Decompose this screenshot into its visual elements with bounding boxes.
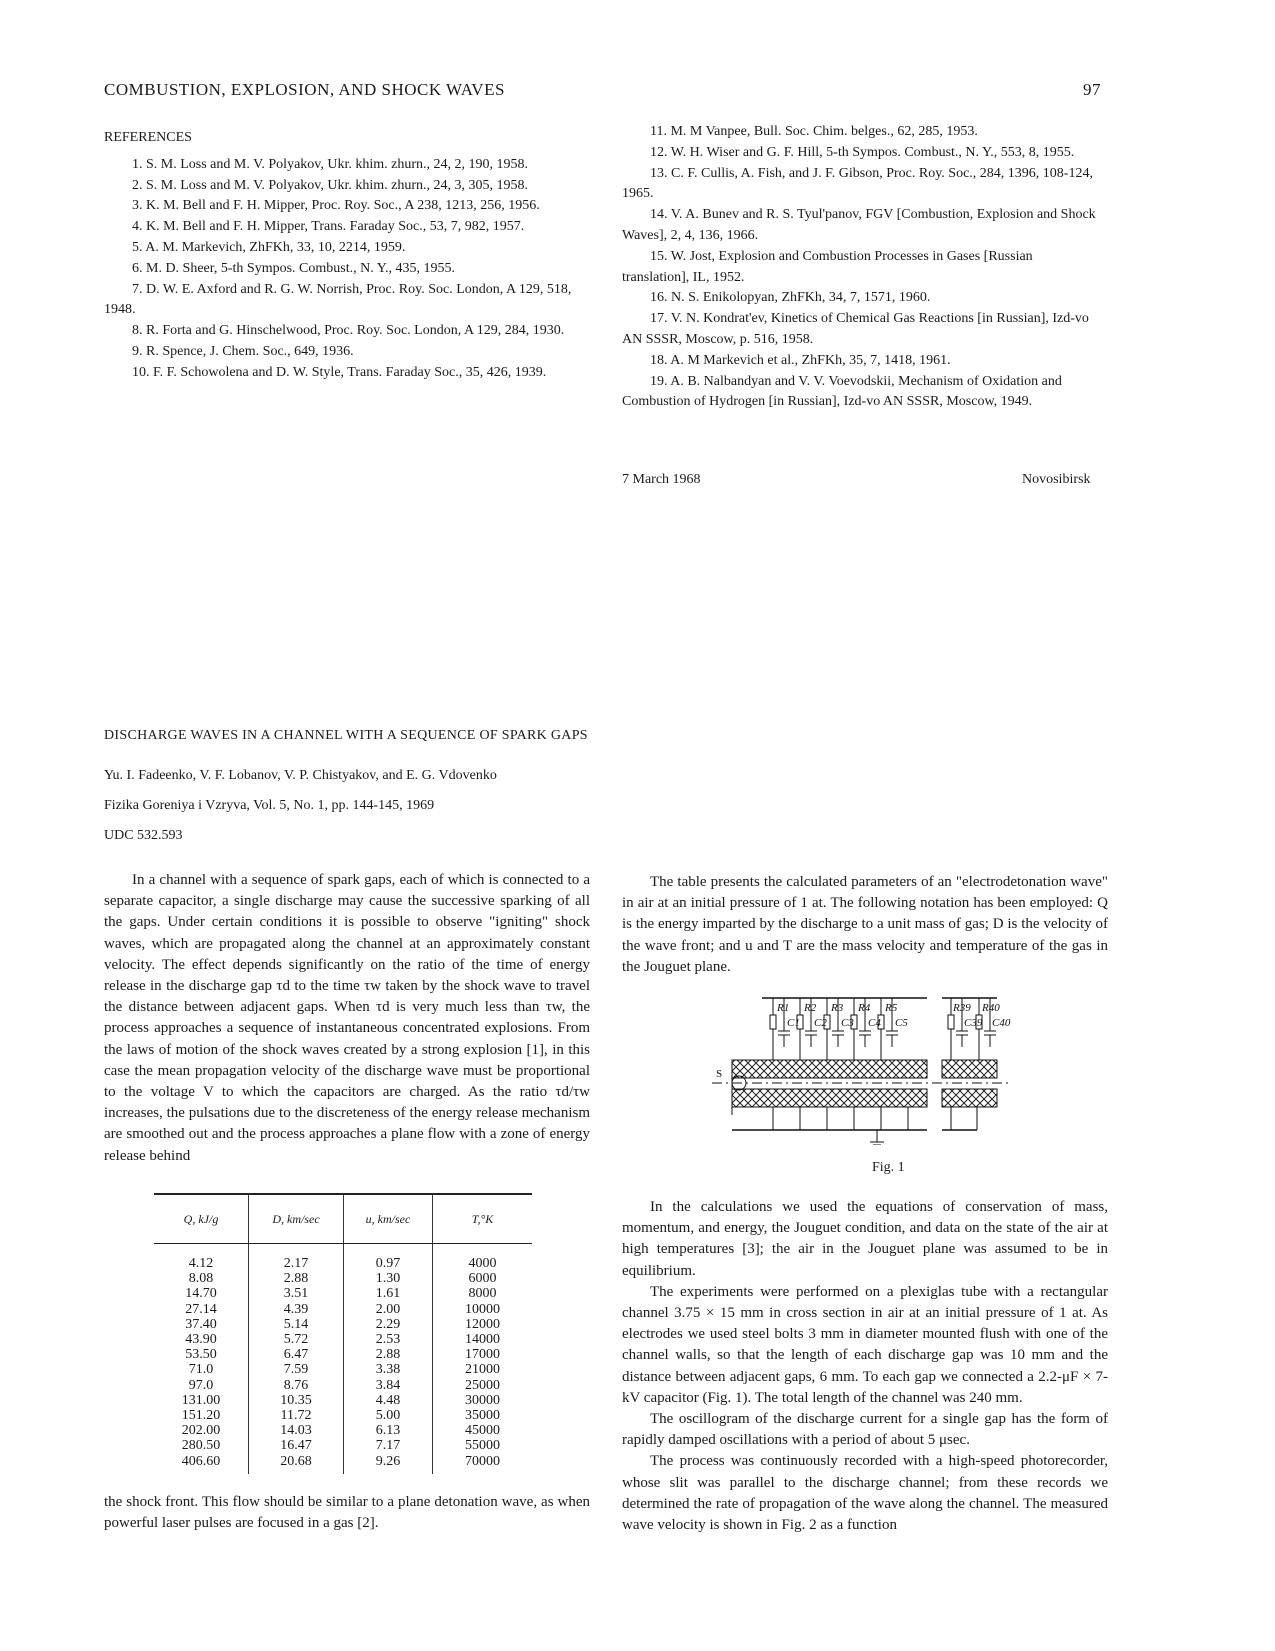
- body-left-bottom: [104, 1492, 590, 1534]
- body-right-bottom: [622, 1197, 1108, 1536]
- table-cell: 14.70: [185, 1286, 217, 1302]
- journal-title: COMBUSTION, EXPLOSION, AND SHOCK WAVES: [104, 80, 505, 99]
- fig-label: R2: [804, 1002, 817, 1014]
- table-column-q: [154, 1244, 249, 1474]
- table-cell: 6.47: [283, 1347, 309, 1363]
- table-cell: 16.47: [280, 1438, 312, 1454]
- table-cell: 4.48: [375, 1392, 401, 1408]
- table-cell: 2.53: [375, 1332, 401, 1348]
- table-header: Q, kJ/g: [154, 1194, 249, 1244]
- table-cell: 17000: [465, 1347, 500, 1363]
- circuit-diagram: [712, 995, 1022, 1145]
- data-table: [154, 1193, 532, 1483]
- table-cell: 2.88: [283, 1271, 309, 1287]
- table-cell: 14.03: [280, 1423, 312, 1439]
- table-column-u: [344, 1244, 433, 1474]
- table-cell: 2.88: [375, 1347, 401, 1363]
- table-cell: 12000: [465, 1316, 500, 1332]
- table-header: D, km/sec: [249, 1194, 344, 1244]
- reference-item: 10. F. F. Schowolena and D. W. Style, Trans. Faraday Soc., 35, 426, 1939.: [132, 364, 547, 380]
- fig-label: C5: [895, 1017, 908, 1029]
- table-cell: 131.00: [181, 1392, 221, 1408]
- reference-item: 13. C. F. Cullis, A. Fish, and J. F. Gibson, Proc. Roy. Soc., 284, 1396, 108-124, 1965.: [622, 165, 1093, 202]
- fig-label: R40: [982, 1002, 1000, 1014]
- reference-item: 2. S. M. Loss and M. V. Polyakov, Ukr. khim. zhurn., 24, 3, 305, 1958.: [132, 177, 529, 193]
- reference-item: 18. A. M Markevich et al., ZhFKh, 35, 7, 1418, 1961.: [650, 352, 951, 368]
- table-cell: 1.30: [375, 1271, 401, 1287]
- table-cell: 8.76: [283, 1377, 309, 1393]
- table-cell: 7.59: [283, 1362, 309, 1378]
- table-cell: 3.84: [375, 1377, 401, 1393]
- paragraph: The process was continuously recorded with a high-speed photorecorder, whose slit was parallel to the discharge channel; from these records we determined the rate of propagation of the wave along the channel. The measured wave velocity is shown in Fig. 2 as a function: [622, 1453, 1108, 1534]
- sign-place: Novosibirsk: [1022, 472, 1091, 487]
- paragraph: The table presents the calculated parameters of an "electrodetonation wave" in air at an initial pressure of 1 at. The following notation has been employed: Q is the energy imparted by the discharge to a unit mass of gas; D is the velocity of the wave front; and u and T are the mass velocity and temperature of the gas in the Jouguet plane.: [622, 874, 1108, 975]
- body-right-top: [622, 872, 1108, 978]
- reference-item: 11. M. M Vanpee, Bull. Soc. Chim. belges., 62, 285, 1953.: [650, 124, 978, 139]
- table-column-d: [249, 1244, 344, 1474]
- table-cell: 5.14: [283, 1316, 309, 1332]
- fig-label: R1: [777, 1002, 790, 1014]
- fig-label: C2: [814, 1017, 827, 1029]
- fig-label: S: [716, 1068, 723, 1080]
- article-source: Fizika Goreniya i Vzryva, Vol. 5, No. 1, pp. 144-145, 1969: [104, 798, 435, 813]
- table-cell: 71.0: [188, 1362, 214, 1378]
- sign-date: 7 March 1968: [622, 472, 701, 487]
- table-cell: 2.29: [375, 1316, 401, 1332]
- table-cell: 70000: [465, 1453, 500, 1469]
- table-cell: 43.90: [185, 1332, 217, 1348]
- table-header: u, km/sec: [344, 1194, 433, 1244]
- table-cell: 10.35: [280, 1392, 312, 1408]
- table-cell: 20.68: [280, 1453, 312, 1469]
- table-header: T,°K: [433, 1194, 533, 1244]
- paragraph: the shock front. This flow should be similar to a plane detonation wave, as when powerful laser pulses are focused in a gas [2].: [104, 1494, 590, 1532]
- table-cell: 4.12: [188, 1256, 214, 1271]
- table-cell: 6.13: [375, 1423, 401, 1439]
- table-cell: 4000: [468, 1256, 497, 1271]
- fig-label: R3: [831, 1002, 844, 1014]
- reference-item: 16. N. S. Enikolopyan, ZhFKh, 34, 7, 1571, 1960.: [650, 290, 931, 306]
- table-cell: 1.61: [375, 1286, 401, 1302]
- table-cell: 2.17: [283, 1256, 309, 1271]
- table-cell: 27.14: [185, 1301, 217, 1317]
- reference-item: 19. A. B. Nalbandyan and V. V. Voevodskii, Mechanism of Oxidation and Combustion of Hydrogen [in Russian], Izd-vo AN SSSR, Moscow, 1949.: [622, 373, 1062, 410]
- table-cell: 97.0: [188, 1377, 214, 1393]
- table-cell: 35000: [465, 1408, 500, 1424]
- reference-item: 7. D. W. E. Axford and R. G. W. Norrish, Proc. Roy. Soc. London, A 129, 518, 1948.: [104, 281, 572, 318]
- fig-label: R39: [953, 1002, 971, 1014]
- reference-item: 3. K. M. Bell and F. H. Mipper, Proc. Roy. Soc., A 238, 1213, 256, 1956.: [132, 198, 540, 214]
- reference-item: 8. R. Forta and G. Hinschelwood, Proc. Roy. Soc. London, A 129, 284, 1930.: [132, 323, 565, 339]
- table-cell: 53.50: [185, 1347, 217, 1363]
- fig-label: C40: [992, 1017, 1011, 1029]
- table-column-t: [433, 1244, 533, 1474]
- paragraph: In a channel with a sequence of spark gaps, each of which is connected to a separate capacitor, a single discharge may cause the successive sparking of all the gaps. Under certain conditions it is possible to observe "igniting" shock waves, which are propagated along the channel at an approximately constant velocity. The effect depends significantly on the ratio of the time of energy release in the discharge gap τd to the time τw taken by the shock wave to travel the distance between adjacent gaps. When τd is very much less than τw, the process approaches a sequence of instantaneous concentrated explosions. From the laws of motion of the shock waves created by a strong explosion [1], in this case the mean propagation velocity of the discharge wave must be proportional to the voltage V to which the capacitors are charged. As the ratio τd/τw increases, the pulsations due to the discreteness of the energy release mechanism are smoothed out and the process approaches a plane flow with a zone of energy release behind: [104, 872, 590, 1164]
- reference-item: 17. V. N. Kondrat'ev, Kinetics of Chemical Gas Reactions [in Russian], Izd-vo AN SSSR, Moscow, p. 516, 1958.: [622, 311, 1089, 347]
- fig-label: R5: [885, 1002, 898, 1014]
- reference-item: 4. K. M. Bell and F. H. Mipper, Trans. Faraday Soc., 53, 7, 982, 1957.: [132, 219, 525, 235]
- reference-item: 9. R. Spence, J. Chem. Soc., 649, 1936.: [132, 343, 354, 359]
- table-cell: 406.60: [181, 1453, 221, 1469]
- fig-label: C4: [868, 1017, 881, 1029]
- reference-item: 5. A. M. Markevich, ZhFKh, 33, 10, 2214, 1959.: [132, 239, 406, 255]
- table-cell: 21000: [465, 1362, 500, 1378]
- table-cell: 2.00: [375, 1301, 401, 1317]
- table-cell: 4.39: [283, 1301, 309, 1317]
- table-cell: 11.72: [280, 1408, 312, 1424]
- table-cell: 8.08: [188, 1271, 214, 1287]
- paragraph: The oscillogram of the discharge current for a single gap has the form of rapidly damped oscillations with a period of about 5 μsec.: [622, 1411, 1108, 1449]
- reference-item: 6. M. D. Sheer, 5-th Sympos. Combust., N. Y., 435, 1955.: [132, 260, 456, 276]
- table-cell: 10000: [465, 1301, 500, 1317]
- table-cell: 37.40: [185, 1316, 217, 1332]
- reference-item: 14. V. A. Bunev and R. S. Tyul'panov, FGV [Combustion, Explosion and Shock Waves], 2, 4, 136, 1966.: [622, 207, 1096, 243]
- table-cell: 151.20: [181, 1408, 221, 1424]
- table-cell: 25000: [465, 1377, 500, 1393]
- article-udc: UDC 532.593: [104, 828, 183, 843]
- figure-caption: Fig. 1: [872, 1160, 905, 1175]
- reference-item: 12. W. H. Wiser and G. F. Hill, 5-th Sympos. Combust., N. Y., 553, 8, 1955.: [650, 144, 1075, 160]
- reference-item: 15. W. Jost, Explosion and Combustion Processes in Gases [Russian translation], IL, 1952.: [622, 248, 1033, 285]
- table-cell: 6000: [468, 1271, 497, 1287]
- table-cell: 5.72: [283, 1332, 309, 1348]
- references-heading: REFERENCES: [104, 130, 192, 145]
- body-left: [104, 870, 590, 1167]
- table-cell: 14000: [465, 1332, 500, 1348]
- table-cell: 0.97: [375, 1256, 401, 1271]
- table-cell: 30000: [465, 1392, 500, 1408]
- table-cell: 55000: [465, 1438, 500, 1454]
- table-cell: 45000: [465, 1423, 500, 1439]
- table-cell: 3.38: [375, 1362, 401, 1378]
- table-cell: 202.00: [181, 1423, 221, 1439]
- page-number: 97: [1083, 80, 1101, 99]
- paragraph: The experiments were performed on a plexiglas tube with a rectangular channel 3.75 × 15 mm in cross section in air at an initial pressure of 1 at. As electrodes we used steel bolts 3 mm in diameter mounted flush with one of the channel walls, so that the length of each discharge gap was 10 mm and the distance between adjacent gaps, 6 mm. To each gap we connected a 2.2-μF × 7-kV capacitor (Fig. 1). The total length of the channel was 240 mm.: [622, 1283, 1108, 1406]
- reference-item: 1. S. M. Loss and M. V. Polyakov, Ukr. khim. zhurn., 24, 2, 190, 1958.: [132, 156, 529, 172]
- table-cell: 9.26: [375, 1453, 401, 1469]
- table-cell: 3.51: [283, 1286, 309, 1302]
- fig-label: C1: [787, 1017, 800, 1029]
- article-authors: Yu. I. Fadeenko, V. F. Lobanov, V. P. Chistyakov, and E. G. Vdovenko: [104, 768, 497, 783]
- references-right: [622, 122, 1100, 413]
- references-left: [104, 128, 594, 384]
- article-title: DISCHARGE WAVES IN A CHANNEL WITH A SEQUENCE OF SPARK GAPS: [104, 728, 588, 743]
- fig-label: C39: [964, 1017, 983, 1029]
- figure-1: [712, 995, 1022, 1145]
- fig-label: R4: [858, 1002, 871, 1014]
- table-cell: 8000: [468, 1286, 497, 1302]
- fig-label: C3: [841, 1017, 854, 1029]
- paragraph: In the calculations we used the equations of conservation of mass, momentum, and energy, the Jouguet condition, and data on the state of the air at high temperatures [3]; the air in the Jouguet plane was assumed to be in equilibrium.: [622, 1199, 1108, 1279]
- table-cell: 5.00: [375, 1408, 401, 1424]
- table-cell: 7.17: [375, 1438, 401, 1454]
- table-cell: 280.50: [181, 1438, 221, 1454]
